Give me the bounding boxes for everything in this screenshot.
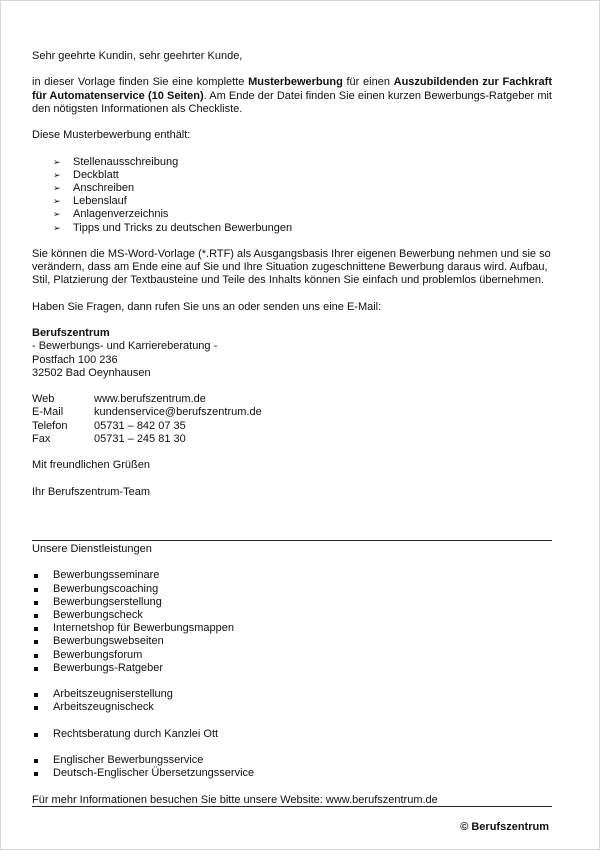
service-item: Englischer Bewerbungsservice (32, 754, 552, 767)
phone-number: 05731 – 842 07 35 (94, 419, 186, 432)
service-item: Bewerbungs-Ratgeber (32, 662, 552, 675)
service-item: Bewerbungserstellung (32, 596, 552, 609)
salutation: Sehr geehrte Kundin, sehr geehrter Kunde, (32, 50, 243, 62)
service-item: Bewerbungsforum (32, 649, 552, 662)
company-subtitle: - Bewerbungs- und Karriereberatung - (32, 340, 218, 353)
service-item: Internetshop für Bewerbungsmappen (32, 622, 552, 635)
intro-text-3: . Am Ende der Datei finden Sie einen kurzen Bewerbungs-Ratgeber mit den nötigsten Informationen als Checkliste. (32, 89, 552, 115)
contents-item: ➢ Deckblatt (53, 169, 552, 182)
contents-list (32, 156, 552, 235)
intro-paragraph (32, 76, 552, 116)
contents-heading: Diese Musterbewerbung enthält: (32, 129, 191, 142)
contact-label: Fax (32, 432, 51, 445)
copyright-footer: © Berufszentrum (460, 821, 549, 833)
service-item: Rechtsberatung durch Kanzlei Ott (32, 728, 552, 741)
services-section (32, 543, 552, 807)
closing: Mit freundlichen Grüßen (32, 459, 150, 472)
service-item: Bewerbungscheck (32, 609, 552, 622)
contents-item: ➢ Stellenausschreibung (53, 156, 552, 169)
services-list-2 (32, 688, 552, 714)
services-list-1 (32, 569, 552, 675)
contents-item: ➢ Tipps und Tricks zu deutschen Bewerbungen (53, 222, 552, 235)
website-link[interactable]: www.berufszentrum.de (94, 393, 206, 406)
intro-text-2: für einen (342, 76, 394, 89)
services-heading: Unsere Dienstleistungen (32, 543, 152, 555)
contact-row-phone (32, 420, 262, 433)
signature: Ihr Berufszentrum-Team (32, 485, 150, 498)
service-item: Deutsch-Englischer Übersetzungsservice (32, 767, 552, 780)
service-item: Arbeitszeugnischeck (32, 701, 552, 714)
intro-bold-2: Auszubildenden zur Fachkraft für Automatenservice (10 Seiten) (32, 76, 552, 102)
contact-row-web (32, 393, 262, 406)
contents-item: ➢ Lebenslauf (53, 195, 552, 208)
contact-row-email (32, 406, 262, 419)
contact-row-fax (32, 433, 262, 446)
contents-item: ➢ Anlagenverzeichnis (53, 208, 552, 221)
contact-label: E-Mail (32, 406, 64, 419)
service-item: Arbeitszeugniserstellung (32, 688, 552, 701)
intro-text-1: in dieser Vorlage finden Sie eine komplette (32, 76, 249, 89)
contact-table (32, 393, 262, 446)
address-block (32, 327, 552, 380)
contents-item: ➢ Anschreiben (53, 182, 552, 195)
contact-label: Web (32, 393, 55, 406)
fax-number: 05731 – 245 81 30 (94, 432, 186, 445)
usage-paragraph: Sie können die MS-Word-Vorlage (*.RTF) als Ausgangsbasis Ihrer eigenen Bewerbung nehmen und sie so verändern, dass am Ende eine auf Sie und Ihre Situation zugeschnittene Bewerbung daraus wird. Aufbau, Stil, Platzierung der Textbausteine und Teile des Inhalts können Sie einfach und problemlos übernehmen. (32, 247, 551, 287)
footer-divider (32, 806, 552, 807)
service-item: Bewerbungsseminare (32, 569, 552, 582)
service-item: Bewerbungscoaching (32, 583, 552, 596)
section-divider (32, 540, 552, 541)
email-link[interactable]: kundenservice@berufszentrum.de (94, 406, 262, 419)
letter-body (32, 50, 552, 499)
postbox: Postfach 100 236 (32, 353, 118, 366)
more-info-line: Für mehr Informationen besuchen Sie bitte unsere Website: www.berufszentrum.de (32, 793, 438, 806)
contact-label: Telefon (32, 419, 68, 432)
services-list-3 (32, 728, 552, 741)
city: 32502 Bad Oeynhausen (32, 366, 151, 379)
services-list-4 (32, 754, 552, 780)
questions-line: Haben Sie Fragen, dann rufen Sie uns an oder senden uns eine E-Mail: (32, 300, 382, 313)
service-item: Bewerbungswebseiten (32, 635, 552, 648)
company-name: Berufszentrum (32, 327, 110, 340)
intro-bold-1: Musterbewerbung (248, 76, 343, 89)
